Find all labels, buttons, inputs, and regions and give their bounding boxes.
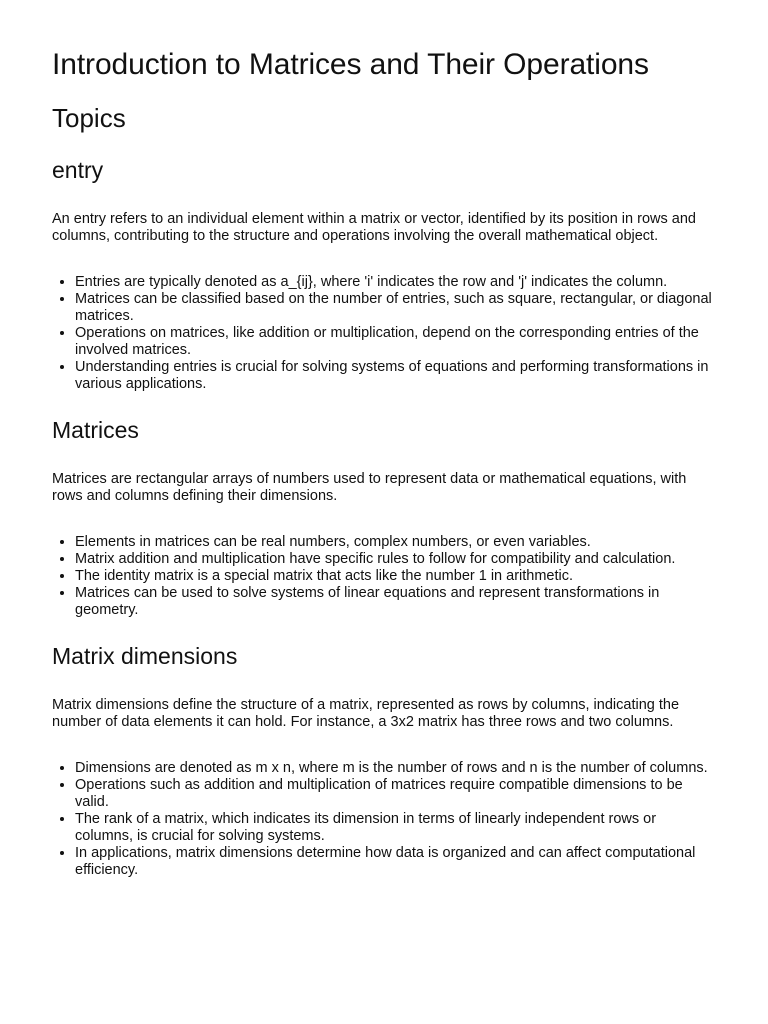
topics-heading: Topics <box>52 103 126 133</box>
page-title: Introduction to Matrices and Their Operations <box>52 48 649 81</box>
section-heading: entry <box>52 157 104 183</box>
list-item: • Dimensions are denoted as m x n, where m is the number of rows and n is the number of columns. <box>75 760 716 777</box>
list-item: • Understanding entries is crucial for solving systems of equations and performing transformations in various applications. <box>75 359 716 393</box>
section-matrix-dimensions <box>52 641 716 879</box>
bullet-list <box>52 760 716 879</box>
bullet-list <box>52 534 716 619</box>
list-item: • Matrix addition and multiplication have specific rules to follow for compatibility and calculation. <box>75 551 716 568</box>
section-matrices <box>52 415 716 619</box>
section-heading: Matrices <box>52 417 139 443</box>
section-entry <box>52 155 716 393</box>
section-heading: Matrix dimensions <box>52 643 238 669</box>
list-item: • Matrices can be used to solve systems of linear equations and represent transformations in geometry. <box>75 585 716 619</box>
section-description: Matrices are rectangular arrays of numbers used to represent data or mathematical equations, with rows and columns defining their dimensions. <box>52 471 687 504</box>
list-item: • Elements in matrices can be real numbers, complex numbers, or even variables. <box>75 534 716 551</box>
list-item: • Operations on matrices, like addition or multiplication, depend on the corresponding entries of the involved matrices. <box>75 325 716 359</box>
bullet-list <box>52 274 716 393</box>
section-description: Matrix dimensions define the structure of a matrix, represented as rows by columns, indicating the number of data elements it can hold. For instance, a 3x2 matrix has three rows and two columns. <box>52 697 680 730</box>
list-item: • Operations such as addition and multiplication of matrices require compatible dimensions to be valid. <box>75 777 716 811</box>
list-item: • In applications, matrix dimensions determine how data is organized and can affect computational efficiency. <box>75 845 716 879</box>
list-item: • The identity matrix is a special matrix that acts like the number 1 in arithmetic. <box>75 568 716 585</box>
list-item: • The rank of a matrix, which indicates its dimension in terms of linearly independent rows or columns, is crucial for solving systems. <box>75 811 716 845</box>
list-item: • Matrices can be classified based on the number of entries, such as square, rectangular, or diagonal matrices. <box>75 291 716 325</box>
section-description: An entry refers to an individual element within a matrix or vector, identified by its position in rows and columns, contributing to the structure and operations involving the overall mathematical object. <box>52 211 696 244</box>
list-item: • Entries are typically denoted as a_{ij}, where 'i' indicates the row and 'j' indicates the column. <box>75 274 716 291</box>
